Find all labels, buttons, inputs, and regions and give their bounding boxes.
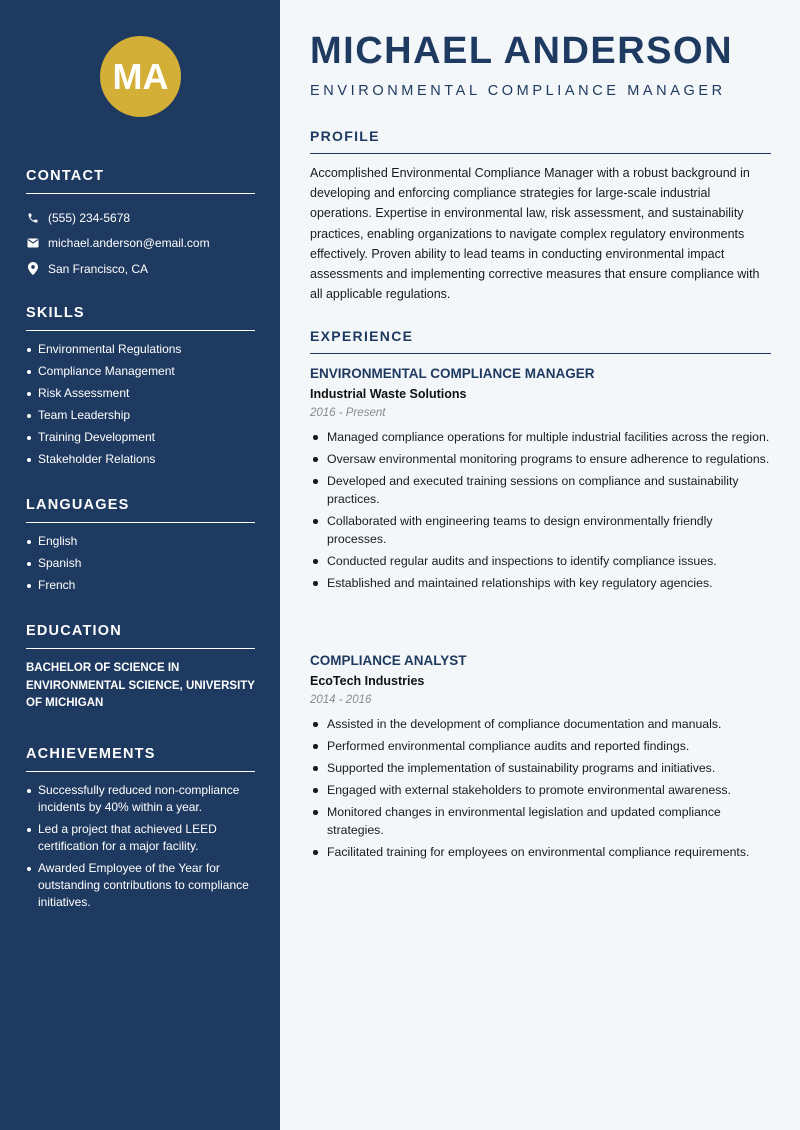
avatar-initials: MA — [112, 55, 169, 97]
education-degree: BACHELOR OF SCIENCE IN ENVIRONMENTAL SCIENCE, UNIVERSITY OF MICHIGAN — [26, 662, 255, 709]
skill-item: Compliance Management — [26, 363, 255, 380]
job-dates: 2016 - Present — [310, 407, 386, 419]
achievements-heading: ACHIEVEMENTS — [26, 746, 255, 772]
duty-item: Managed compliance operations for multiple industrial facilities across the region. — [310, 428, 771, 446]
phone-icon — [26, 211, 39, 224]
skill-item: Stakeholder Relations — [26, 451, 255, 468]
education-section — [26, 623, 255, 713]
contact-location — [26, 256, 255, 282]
job-company: EcoTech Industries — [310, 674, 425, 688]
language-item: French — [26, 577, 255, 594]
experience-heading: EXPERIENCE — [310, 328, 771, 354]
job-company: Industrial Waste Solutions — [310, 387, 467, 401]
email-text[interactable]: michael.anderson@email.com — [48, 236, 210, 251]
achievement-item: Awarded Employee of the Year for outstanding contributions to compliance initiatives. — [26, 860, 255, 911]
sidebar — [0, 0, 280, 1130]
contact-section — [26, 168, 255, 282]
duty-item: Performed environmental compliance audits and reported findings. — [310, 737, 771, 755]
achievements-list — [26, 782, 255, 911]
skill-item: Risk Assessment — [26, 385, 255, 402]
avatar — [100, 36, 181, 117]
location-text: San Francisco, CA — [48, 261, 149, 276]
languages-section — [26, 497, 255, 599]
profile-heading: PROFILE — [310, 128, 771, 154]
contact-phone — [26, 205, 255, 231]
language-item: English — [26, 533, 255, 550]
candidate-name: MICHAEL ANDERSON — [310, 30, 734, 72]
phone-text: (555) 234-5678 — [48, 210, 131, 225]
duty-item: Collaborated with engineering teams to design environmentally friendly processes. — [310, 512, 771, 548]
languages-list — [26, 533, 255, 594]
location-pin-icon — [26, 262, 39, 275]
language-item: Spanish — [26, 555, 255, 572]
skill-item: Team Leadership — [26, 407, 255, 424]
skill-item: Environmental Regulations — [26, 341, 255, 358]
duty-item: Facilitated training for employees on environmental compliance requirements. — [310, 843, 771, 861]
duty-item: Established and maintained relationships with key regulatory agencies. — [310, 574, 771, 592]
duty-item: Oversaw environmental monitoring programs to ensure adherence to regulations. — [310, 450, 771, 468]
achievement-item: Led a project that achieved LEED certification for a major facility. — [26, 821, 255, 855]
contact-heading: CONTACT — [26, 168, 255, 194]
duty-item: Conducted regular audits and inspections to identify compliance issues. — [310, 552, 771, 570]
duty-item: Developed and executed training sessions on compliance and sustainability practices. — [310, 472, 771, 508]
job-role: COMPLIANCE ANALYST — [310, 653, 467, 668]
achievements-section — [26, 746, 255, 916]
achievement-item: Successfully reduced non-compliance incidents by 40% within a year. — [26, 782, 255, 816]
profile-text: Accomplished Environmental Compliance Manager with a robust background in developing and enforcing compliance strategies for large-scale industrial operations. Expertise in environmental law, risk assessment, and sustainability practices, enabling organizations to navigate complex regulatory environments effectively. Proven ability to lead teams in conducting environmental impact assessments and implementing corrective measures that ensure compliance with all applicable regulations. — [310, 166, 760, 302]
skills-heading: SKILLS — [26, 305, 255, 331]
skills-section — [26, 305, 255, 473]
education-heading: EDUCATION — [26, 623, 255, 649]
job-duties — [310, 428, 771, 592]
candidate-title: ENVIRONMENTAL COMPLIANCE MANAGER — [310, 83, 726, 99]
email-icon — [26, 237, 39, 250]
skill-item: Training Development — [26, 429, 255, 446]
duty-item: Supported the implementation of sustainability programs and initiatives. — [310, 759, 771, 777]
skills-list — [26, 341, 255, 468]
duty-item: Assisted in the development of compliance documentation and manuals. — [310, 715, 771, 733]
job-duties — [310, 715, 771, 861]
contact-email — [26, 231, 255, 257]
job-role: ENVIRONMENTAL COMPLIANCE MANAGER — [310, 366, 595, 381]
job-dates: 2014 - 2016 — [310, 694, 372, 706]
languages-heading: LANGUAGES — [26, 497, 255, 523]
duty-item: Monitored changes in environmental legislation and updated compliance strategies. — [310, 803, 771, 839]
contact-list — [26, 205, 255, 282]
job-entry — [310, 366, 771, 596]
job-entry — [310, 653, 771, 865]
duty-item: Engaged with external stakeholders to promote environmental awareness. — [310, 781, 771, 799]
